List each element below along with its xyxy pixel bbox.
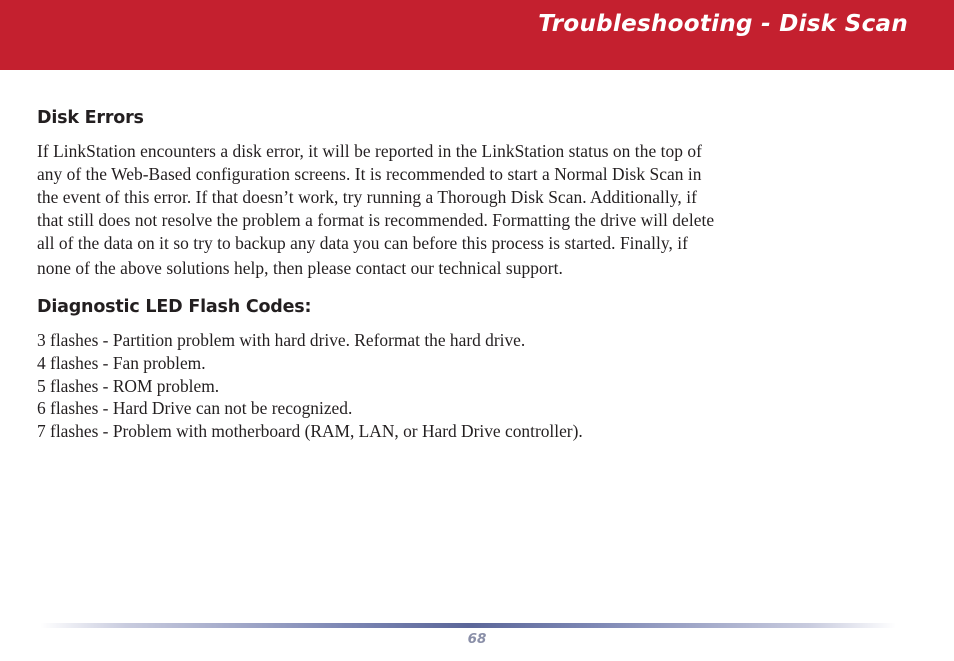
main-content [37,104,917,442]
paragraph-line: none of the above solutions help, then please contact our technical support. [37,257,563,278]
list-item: 4 flashes - Fan problem. [37,353,206,374]
list-item: 5 flashes - ROM problem. [37,375,220,396]
header-bar [0,0,954,70]
list-item: 7 flashes - Problem with motherboard (RAM, LAN, or Hard Drive controller). [37,420,583,441]
paragraph-line: all of the data on it so try to backup any data you can before this process is started. Finally, if [37,232,688,253]
footer-divider [40,623,896,628]
page-number: 68 [467,631,487,647]
paragraph-line: any of the Web-Based configuration screens. It is recommended to start a Normal Disk Scan in [37,163,702,184]
disk-errors-heading: Disk Errors [37,108,144,128]
paragraph-line: that still does not resolve the problem a format is recommended. Formatting the drive will delete [37,209,715,230]
page-title: Troubleshooting - Disk Scan [538,11,908,37]
list-item: 3 flashes - Partition problem with hard drive. Reformat the hard drive. [37,330,526,351]
led-codes-heading: Diagnostic LED Flash Codes: [37,297,312,318]
led-codes-list [37,329,917,442]
list-item: 6 flashes - Hard Drive can not be recognized. [37,398,353,419]
paragraph-line: the event of this error. If that doesn’t work, try running a Thorough Disk Scan. Additionally, if [37,186,697,207]
paragraph-line: If LinkStation encounters a disk error, it will be reported in the LinkStation status on the top of [37,141,702,161]
disk-errors-paragraph [37,140,917,279]
